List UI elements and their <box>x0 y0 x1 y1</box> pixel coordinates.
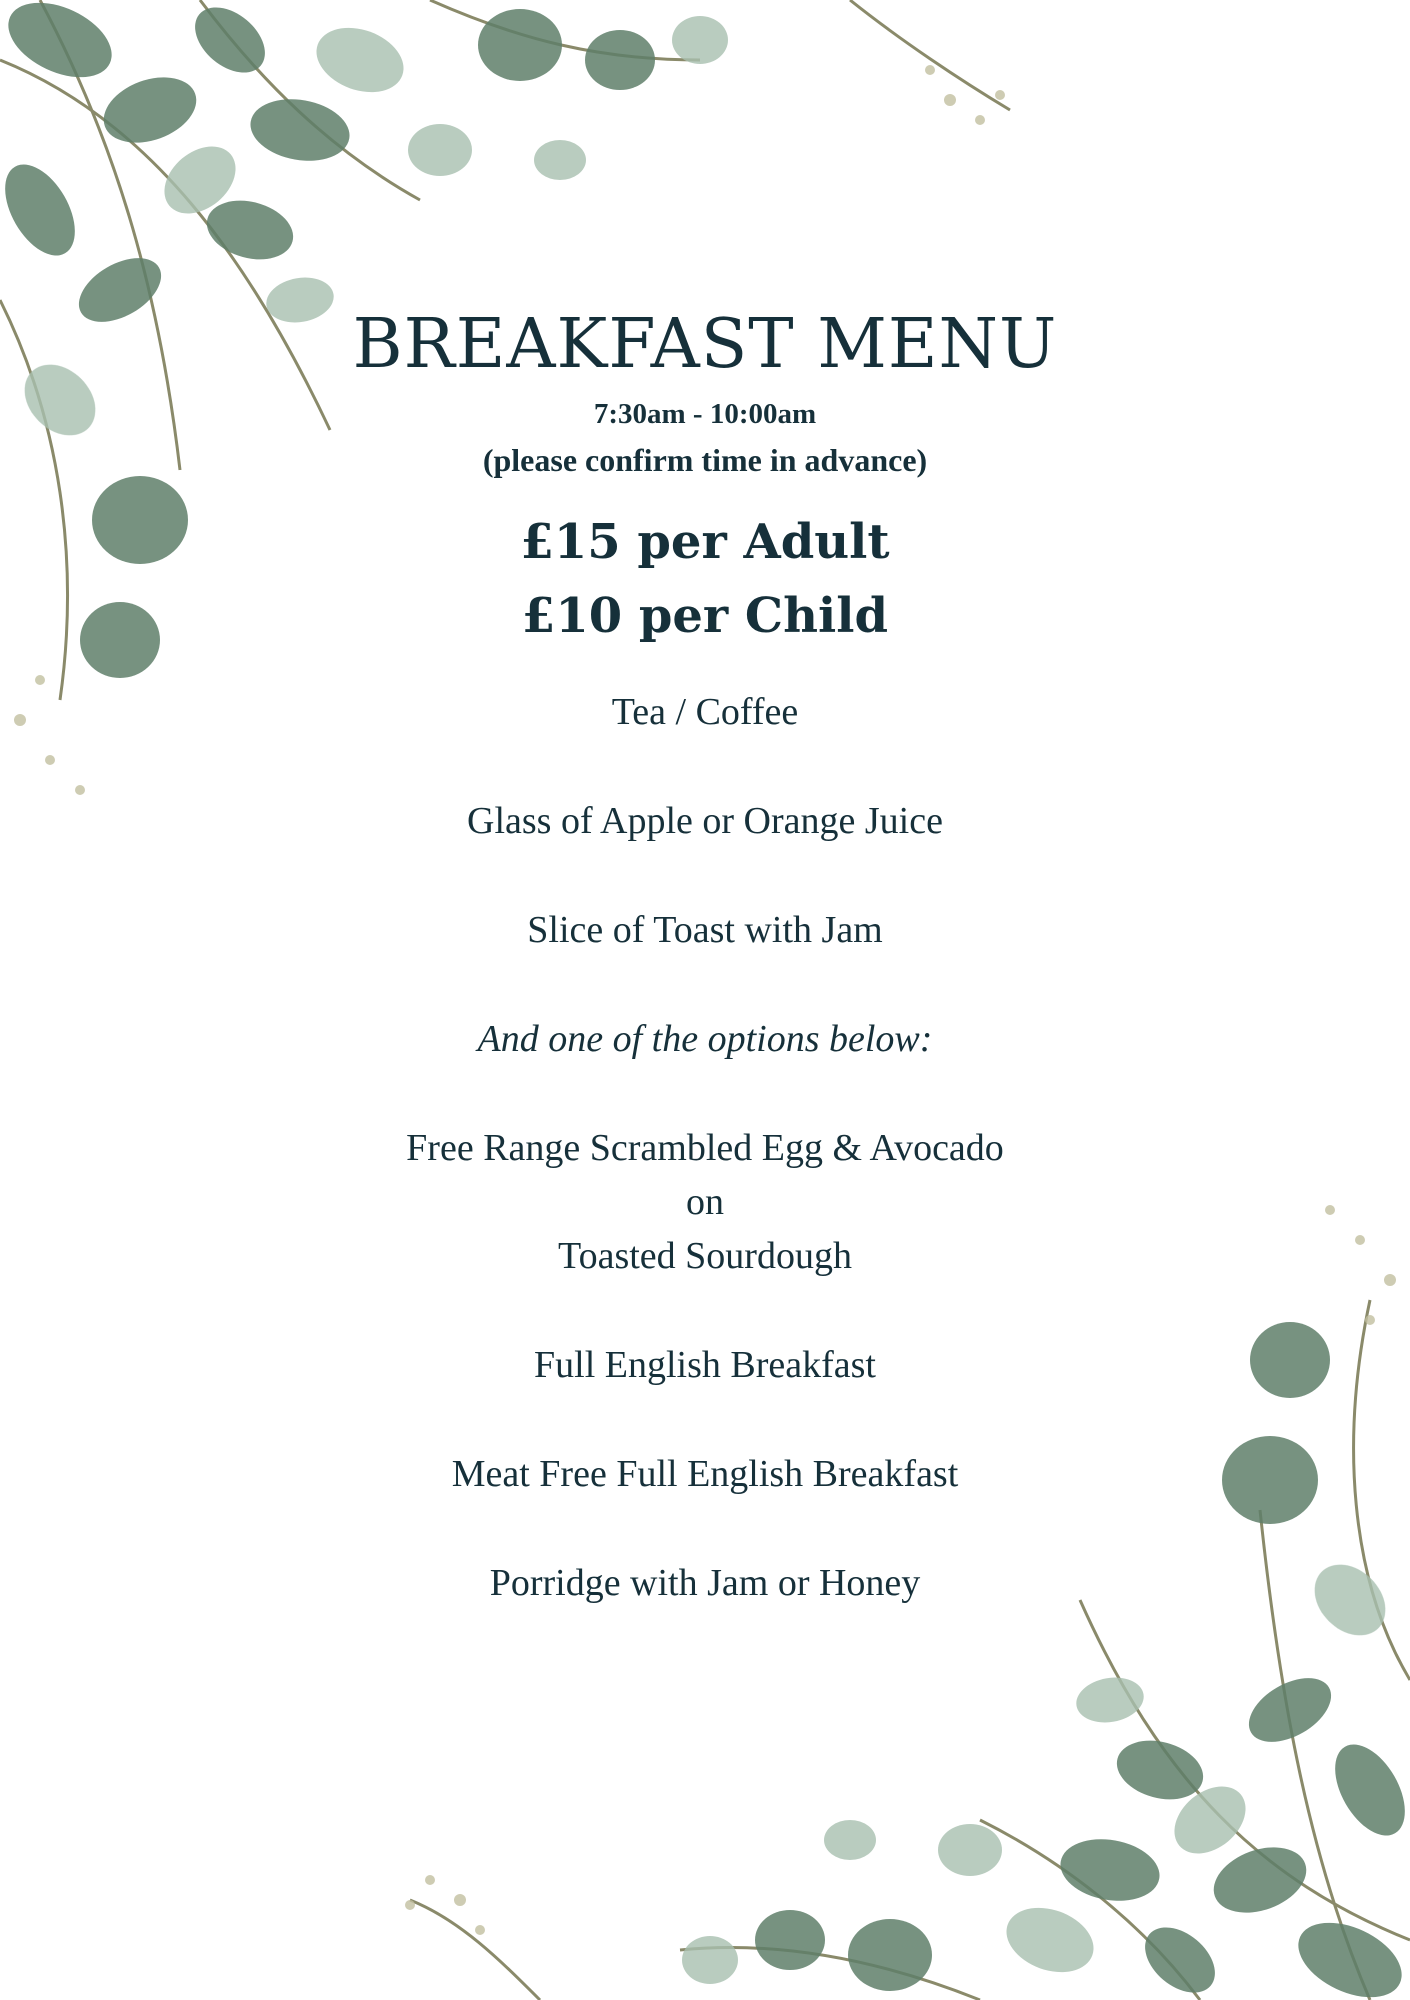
menu-title: BREAKFAST MENU <box>352 305 1058 384</box>
price-adult: £15 per Adult <box>520 514 890 570</box>
options-intro: And one of the options below: <box>477 1018 933 1060</box>
serving-hours: 7:30am - 10:00am <box>593 398 817 430</box>
option-porridge: Porridge with Jam or Honey <box>489 1562 921 1604</box>
option-meat-free: Meat Free Full English Breakfast <box>451 1453 959 1495</box>
option-scrambled-egg-on: on <box>686 1181 724 1223</box>
option-scrambled-egg: Free Range Scrambled Egg & Avocado <box>406 1127 1004 1169</box>
included-drink: Tea / Coffee <box>611 691 799 733</box>
price-child: £10 per Child <box>521 588 889 644</box>
option-full-english: Full English Breakfast <box>534 1344 876 1386</box>
included-toast: Slice of Toast with Jam <box>527 909 883 951</box>
included-juice: Glass of Apple or Orange Juice <box>467 800 943 842</box>
advance-notice: (please confirm time in advance) <box>482 442 928 478</box>
option-scrambled-egg-sourdough: Toasted Sourdough <box>558 1235 852 1277</box>
